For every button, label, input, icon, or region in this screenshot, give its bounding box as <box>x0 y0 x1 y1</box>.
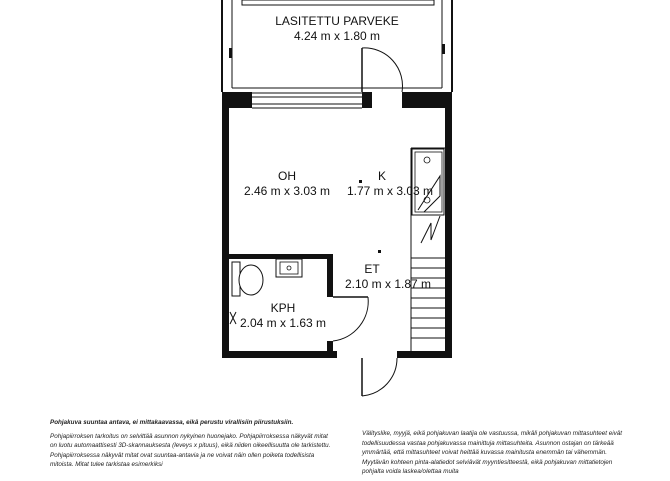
room-name-bath: KPH <box>270 301 296 315</box>
room-dims-kitchen: 1.77 m x 3.03 m <box>346 184 434 198</box>
room-name-kitchen: K <box>377 169 387 183</box>
room-name-entry: ET <box>364 262 380 276</box>
balcony-wall <box>222 92 452 108</box>
room-dims-bath: 2.04 m x 1.63 m <box>239 316 327 330</box>
room-dims-living: 2.46 m x 3.03 m <box>243 184 331 198</box>
disclaimer-right-body: Välityslike, myyjä, eikä pohjakuvan laatija ole vastuussa, mikäli pohjakuvan mittasuhteet eivät todellisuudessa vastaa pohjakuvassa mainittuja mittasuhteita. Asunnon ostajan on tärkeää ymmärtää, että mittasuhteet voivat heittää kuvassa mainitusta enemmän tai vähemmän. Myytävän kohteen pinta-alatiedot selviävät myyntiesitteestä, eikä pohjakuvan mittatietojen pohjalta voida laskea/olettaa muita <box>362 430 623 476</box>
disclaimer-left <box>50 418 335 474</box>
kitchen-counter <box>411 148 445 351</box>
room-dims-balcony: 4.24 m x 1.80 m <box>293 29 381 43</box>
entrance-door[interactable] <box>362 358 397 396</box>
disclaimer-left-body: Pohjapiirroksen tarkoitus on selvittää asunnon nykyinen huonejako. Pohjapiirroksessa näkyvät mitat on luotu automaattisesti 3D-skannauksesta (leveys x pituus), eikä niiden oikeellisuutta ole tarkistettu. Pohjapiirroksessa näkyvät mitat ovat suuntaa-antavia ja ne voivat näin ollen poiketa todellisista mitoista. Mitat tulee tarkistaa esimerkiksi <box>50 432 331 469</box>
room-name-living: OH <box>278 169 296 183</box>
disclaimer-right <box>362 429 627 481</box>
room-name-balcony: LASITETTU PARVEKE <box>275 14 399 28</box>
disclaimer-heading: Pohjakuva suuntaa antava, ei mittakaavassa, eikä perustu virallisiin piirustuksiin. <box>50 419 294 426</box>
room-dims-entry: 2.10 m x 1.87 m <box>344 277 432 291</box>
balcony-door[interactable] <box>362 48 402 92</box>
bathroom-door[interactable] <box>333 297 368 341</box>
